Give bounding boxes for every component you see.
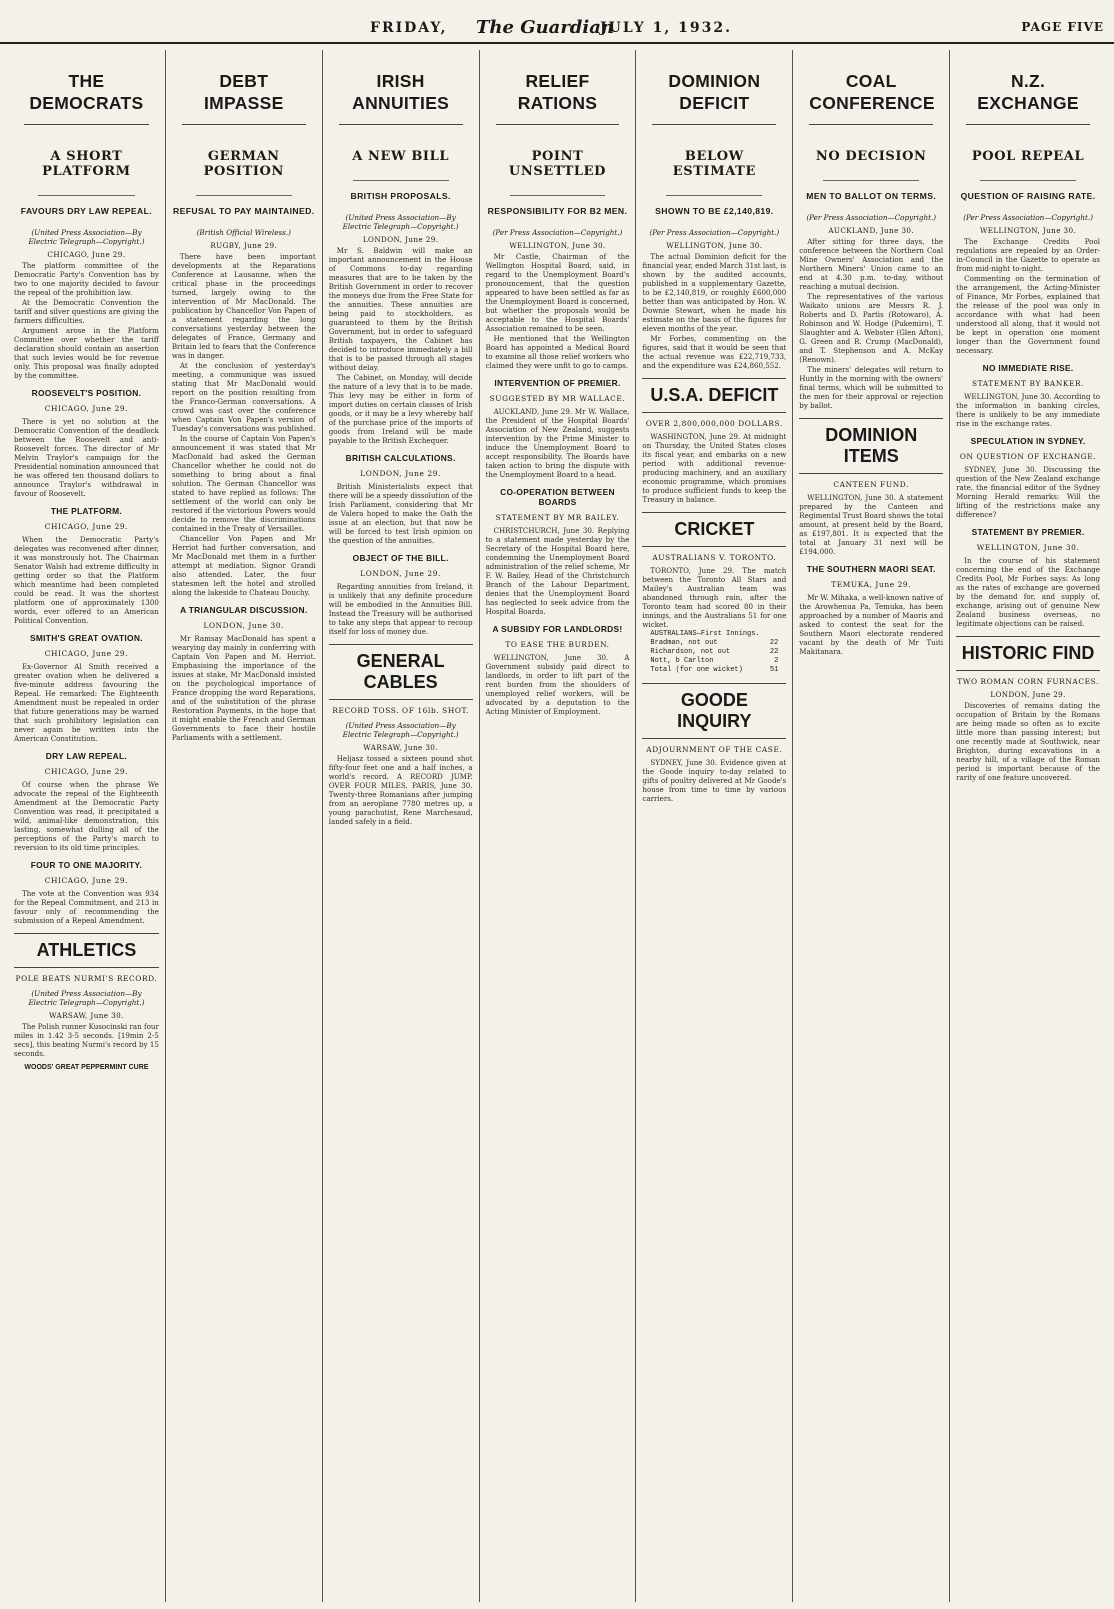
paragraph: The platform committee of the Democratic Party's Convention has by two to one majority decided to favour the repeal of the prohibition law. xyxy=(14,261,159,297)
article-kicker: BRITISH PROPOSALS. xyxy=(350,191,451,201)
paragraph: In the course of his statement concerning the end of the Exchange Credits Pool, Mr Forbes says: As long as the rates of exchange are governed by the demand for, and supply of, exchange, arising out of genuine New Zealand business overseas, no legitimate objections can be raised. xyxy=(956,556,1100,628)
article-headline: RELIEF RATIONS xyxy=(496,56,620,125)
paragraph: At the Democratic Convention the tariff and silver questions are giving the farmers difficulties. xyxy=(14,298,159,325)
paragraph: Discoveries of remains dating the occupation of Britain by the Romans are being made so often as to excite little more than passing interest; but one recently made at Southwick, near Brighton, during excavations in a nearby hill, of a village of the Roman period is important because of the rarity of one feature uncovered. xyxy=(956,701,1100,782)
article-kicker: REFUSAL TO PAY MAINTAINED. xyxy=(172,206,315,216)
score-row xyxy=(642,666,786,675)
article-headline: IRISH ANNUITIES xyxy=(339,56,463,125)
bottom-headline: HISTORIC FIND xyxy=(956,636,1100,671)
batsman: AUSTRALIANS—First Innings. xyxy=(650,630,760,638)
section-dateline: WELLINGTON, June 30. xyxy=(976,543,1080,552)
paragraph: WELLINGTON, June 30. A Government subsidy paid direct to landlords, in order to lift part of the rent burden from the shoulders of unemployed relief workers, will be advocated by a deputation to the Acting Minister of Employment. xyxy=(485,653,630,716)
divider xyxy=(38,195,135,196)
paragraph: AUCKLAND, June 29. Mr W. Wallace, the President of the Hospital Boards' Association of New Zealand, suggests intervention by the Prime Minister to induce the Unemployment Board to accept responsibility. The Boards have taken action to bring the dispute with the Unemployment Board to a head. xyxy=(485,407,630,479)
paragraph: Mr W. Mihaka, a well-known native of the Arowhenua Pa, Temuka, has been approached by a number of Maoris and asked to contest the seat for the Southern Maori electorate rendered vacant by the death of Mr Tuiti Makitanara. xyxy=(799,593,944,656)
paragraph: Mr S. Baldwin will make an important announcement in the House of Commons to-day regarding measures that are to be taken by the British Government in order to recover the moneys due from the Free State for the annuities. These annuities are being paid to stockholders, as guaranteed to them by the British Government, but in order to safeguard British taxpayers, the Cabinet has decided to introduce immediately a bill that is to be passed through all stages without delay. xyxy=(328,246,473,372)
paragraph: TORONTO, June 29. The match between the Toronto All Stars and Mailey's Australian team was abandoned through rain, after the Toronto team had scored 80 in their innings, and the Australians 51 for one wicket. xyxy=(642,566,787,629)
advertisement: WOODS' GREAT PEPPERMINT CURE xyxy=(24,1064,149,1071)
paragraph: Regarding annuities from Ireland, it is unlikely that any definite procedure will be embodied in the Annuities Bill. Instead the Treasury will be authorised to take any steps that appear to recoup itself for loss of money due. xyxy=(328,582,473,636)
section-heading: STATEMENT BY PREMIER. xyxy=(971,527,1085,537)
score-row xyxy=(642,639,786,648)
article-kicker: RESPONSIBILITY FOR B2 MEN. xyxy=(487,206,628,216)
page-number: PAGE FIVE xyxy=(1021,20,1104,34)
article-subhead: NO DECISION xyxy=(815,149,927,164)
paragraph: Of course when the phrase We advocate the repeal of the Eighteenth Amendment at the Democratic Party Convention was read, it precipitated a wild, animal-like demonstration, this lasting, somewhat dulling all of the perceptions of the Party's march to reversion to its old time principles. xyxy=(14,780,159,852)
article-column xyxy=(949,50,1106,1602)
section-body xyxy=(486,653,630,716)
section-dateline: CHICAGO, June 29. xyxy=(44,522,129,531)
paragraph: SYDNEY, June 30. Discussing the question of the New Zealand exchange rate, the financial editor of the Sydney Morning Herald remarks: Will the lifting of the restrictions make any difference? xyxy=(956,465,1100,519)
paragraph: WASHINGTON, June 29. At midnight on Thursday, the United States closes its fiscal year, and embarks on a new period with additional revenue-producing machinery, and an auxiliary economic programme, which promises to produce sufficient funds to keep the Treasury in balance. xyxy=(642,432,787,504)
runs: 51 xyxy=(769,666,779,674)
section-body xyxy=(642,758,786,803)
paragraph: The Polish runner Kusocinski ran four miles in 1.42 3-5 seconds. [19min 2-5 secs], this beating Nurmi's record by 15 seconds. xyxy=(14,1022,159,1058)
divider xyxy=(666,195,762,196)
paragraph: Mr Castle, Chairman of the Wellington Hospital Board, said, in regard to the Unemployment Board's pronouncement, that the question appeared to have been settled as far as the Unemployment Board is concerned, but whether the proposals would be acceptable to the Hospital Boards' Association remained to be seen. xyxy=(485,252,630,333)
section-heading: A SUBSIDY FOR LANDLORDS! xyxy=(492,624,623,634)
section-body xyxy=(14,662,159,743)
section-body xyxy=(14,417,159,498)
article-subhead: A NEW BILL xyxy=(352,149,450,164)
section-heading: SPECULATION IN SYDNEY. xyxy=(970,436,1086,446)
section-dateline: CHICAGO, June 29. xyxy=(44,876,129,885)
article-dateline: RUGBY, June 29. xyxy=(210,241,278,250)
bottom-dateline: WARSAW, June 30. xyxy=(49,1011,124,1020)
bottom-body xyxy=(14,1022,159,1058)
paragraph: The actual Dominion deficit for the financial year, ended March 31st last, is shown by the audited accounts, published in a supplementary Gazette, to be £2,140,819, or roughly £600,000 better than was anticipated by Hon. W. Downie Stewart, when he made his estimate on the basis of the figures for eleven months of the year. xyxy=(642,252,787,333)
section-heading: ROOSEVELT'S POSITION. xyxy=(31,388,142,398)
paragraph: Commenting on the termination of the arrangement, the Acting-Minister of Finance, Mr Forbes, explained that the release of the pool was only in accordance with what had been understood all along, that it would not be kept in operation one moment longer than the Government found necessary. xyxy=(956,274,1100,355)
section-dateline: TEMUKA, June 29. xyxy=(831,580,912,589)
paragraph: The miners' delegates will return to Huntly in the morning with the owners' final terms, which will be submitted to the men for their approval or rejection by ballot. xyxy=(799,365,944,410)
newspaper-columns xyxy=(8,50,1106,1602)
section-heading: THE PLATFORM. xyxy=(50,506,123,516)
paragraph: CHRISTCHURCH, June 30. Replying to a statement made yesterday by the Secretary of the Hospital Board here, condemning the Unemployment Board administration of the relief scheme, Mr F. W. Bailey, Head of the Christchurch Branch of the Labour Department, denies that the Unemployment Board has neglected to seek advice from the Hospital Boards. xyxy=(485,526,630,616)
section-body xyxy=(956,465,1100,519)
paragraph: The Cabinet, on Monday, will decide the nature of a levy that is to be made. This levy may be either in form of import duties on certain classes of Irish goods, or it may be a levy whereby half of the purchase price of the imports of goods from Ireland will be made payable to the British Exchequer. xyxy=(328,373,473,445)
article-body xyxy=(799,237,943,410)
article-column xyxy=(165,50,322,1602)
press-credit: (United Press Association—By Electric Telegraph—Copyright.) xyxy=(342,213,459,231)
divider xyxy=(510,195,606,196)
paragraph: He mentioned that the Wellington Board has appointed a Medical Board to examine all those relief workers who claimed they were unfit to go to camps. xyxy=(485,334,630,370)
article-column xyxy=(792,50,949,1602)
section-dateline: AUSTRALIANS V. TORONTO. xyxy=(652,553,777,562)
section-body xyxy=(14,889,159,925)
bottom-body xyxy=(329,754,473,826)
section-body xyxy=(799,593,943,656)
bottom-subhead: POLE BEATS NURMI'S RECORD. xyxy=(15,974,158,983)
section-body xyxy=(642,566,786,629)
section-heading: FOUR TO ONE MAJORITY. xyxy=(30,860,143,870)
section-dateline: SUGGESTED BY MR WALLACE. xyxy=(489,394,626,403)
masthead-date: JULY 1, 1932. xyxy=(600,20,732,36)
article-kicker: FAVOURS DRY LAW REPEAL. xyxy=(20,206,153,216)
article-body xyxy=(14,261,159,380)
section-heading: BRITISH CALCULATIONS. xyxy=(345,453,456,463)
paragraph: After sitting for three days, the conference between the Northern Coal Mine Owners' Association and the Northern Miners' Union came to an end at 4.30 p.m. to-day, without reaching a mutual decision. xyxy=(799,237,944,291)
score-row xyxy=(642,630,786,639)
bottom-subhead: TWO ROMAN CORN FURNACES. xyxy=(957,677,1099,686)
section-body xyxy=(642,432,786,504)
section-dateline: ADJOURNMENT OF THE CASE. xyxy=(646,745,783,754)
runs: 2 xyxy=(774,657,779,665)
article-body xyxy=(329,246,473,445)
section-body xyxy=(14,780,159,852)
section-body xyxy=(486,526,630,616)
paragraph: Mr Forbes, commenting on the figures, said that it would be seen that the actual revenue was £22,719,733, and the expenditure was £24,860,552. xyxy=(642,334,787,370)
section-body xyxy=(329,582,473,636)
paragraph: There have been important developments at the Reparations Conference at Lausanne, when the critical phase in the proceedings turned, largely owing to the intervention of Mr MacDonald. The publication by Chancellor Von Papen of a statement regarding the long conversations yesterday between the delegates of France, Germany and Britain led to fears that the Conference was in danger. xyxy=(171,252,316,360)
article-dateline: WELLINGTON, June 30. xyxy=(979,226,1077,235)
section-dateline: CHICAGO, June 29. xyxy=(44,649,129,658)
article-subhead: BELOW ESTIMATE xyxy=(672,149,756,179)
divider xyxy=(980,180,1076,181)
section-body xyxy=(799,493,943,556)
article-subhead: POINT UNSETTLED xyxy=(508,149,607,179)
press-credit: (Per Press Association—Copyright.) xyxy=(963,213,1093,222)
score-row xyxy=(642,657,786,666)
scorecard xyxy=(642,630,786,675)
paragraph: SYDNEY, June 30. Evidence given at the Goode inquiry to-day related to gifts of poultry delivered at Mr Goode's house from time to time by various carriers. xyxy=(642,758,787,803)
article-subhead: A SHORT PLATFORM xyxy=(42,149,131,179)
paragraph: The Exchange Credits Pool regulations are repealed by an Order-in-Council in the Gazette to operate as from mid-night to-night. xyxy=(956,237,1100,273)
article-column xyxy=(635,50,792,1602)
masthead-title: The Guardian xyxy=(476,17,614,38)
article-headline: THE DEMOCRATS xyxy=(24,56,149,125)
article-kicker: QUESTION OF RAISING RATE. xyxy=(960,191,1096,201)
press-credit: (Per Press Association—Copyright.) xyxy=(492,228,623,237)
paragraph: At the conclusion of yesterday's meeting, a communique was issued stating that Mr MacDonald would report on the position resulting from the Franco-German conversations. A crowd was cast over the conference when Captain Von Papen's version of Tuesday's conversations was published. xyxy=(171,361,316,433)
press-credit: (Per Press Association—Copyright.) xyxy=(649,228,780,237)
article-headline: DEBT IMPASSE xyxy=(182,56,306,125)
paragraph: Ex-Governor Al Smith received a greater ovation when he delivered a five-minute address favouring the Repeal. He remarked: The Eighteenth Amendment must be repealed in order that future generations may be warned that such prohibitory legislation can never again be written into the American Constitution. xyxy=(14,662,159,743)
article-dateline: LONDON, June 29. xyxy=(362,235,439,244)
paragraph: Mr Ramsay MacDonald has spent a wearying day mainly in conferring with Captain Von Papen and M. Herriot. Emphasising the importance of the issues at stake, Mr MacDonald insisted on the psychological importance of France dropping the word Reparations, and of the substitution of the phrase Restoration Payments, in the hope that it might enable the French and German Governments to face their hostile Parliaments with a settlement. xyxy=(171,634,316,742)
article-dateline: WELLINGTON, June 30. xyxy=(666,241,763,250)
section-heading: DOMINION ITEMS xyxy=(799,418,943,474)
batsman: Nott, b Carlton xyxy=(650,657,714,665)
section-body xyxy=(329,482,473,545)
paragraph: Argument arose in the Platform Committee over whether the tariff declaration should contain an assertion that such levies would be for revenue only. This proposal was finally adopted by the committee. xyxy=(14,326,159,380)
paragraph: The representatives of the various Waikato unions are Messrs R. J. Roberts and D. Partis (Rotowaro), A. Robinson and W. Hodge (Pukemiro), T. Slaughter and A. Webster (Glen Afton), G. Green and R. Crump (MacDonald), and T. Stephenson and A. McKay (Renown). xyxy=(799,292,944,364)
bottom-subhead: RECORD TOSS. OF 16lb. SHOT. xyxy=(332,706,469,715)
section-dateline: CHICAGO, June 29. xyxy=(44,767,129,776)
bottom-headline: ATHLETICS xyxy=(14,933,159,968)
article-subhead: GERMAN POSITION xyxy=(203,149,284,179)
article-body xyxy=(172,252,316,597)
paragraph: British Ministerialists expect that there will be a speedy dissolution of the Irish Parliament, considering that Mr de Valera hoped to make the Oath the issue at an election, but that now he will be forced to test Irish opinion on the question of the annuities. xyxy=(328,482,473,545)
section-dateline: LONDON, June 30. xyxy=(203,621,285,630)
section-heading: SMITH'S GREAT OVATION. xyxy=(30,633,143,643)
section-dateline: OVER 2,800,000,000 DOLLARS. xyxy=(645,419,783,428)
section-dateline: CHICAGO, June 29. xyxy=(44,404,129,413)
article-column xyxy=(322,50,479,1602)
article-dateline: CHICAGO, June 29. xyxy=(47,250,126,259)
section-body xyxy=(172,634,316,742)
press-credit: (British Official Wireless.) xyxy=(196,228,291,237)
paragraph: There is yet no solution at the Democratic Convention of the deadlock between the Roosevelt and anti-Roosevelt forces. The director of Mr Melvin Traylor's campaign for the Presidential nomination announced that he was offered ten thousand dollars to announce Traylor's withdrawal in favour of Roosevelt. xyxy=(14,417,159,498)
section-dateline: TO EASE THE BURDEN. xyxy=(505,640,610,649)
paragraph: WELLINGTON, June 30. According to the information in banking circles, there is unlikely to be any immediate rise in the exchange rates. xyxy=(956,392,1100,428)
paragraph: When the Democratic Party's delegates was reconvened after dinner, it was monstrously hot. The Chairman Senator Walsh had extreme difficulty in getting order so that the Platform which meantime had been completed could be read. It was the shortest platform one of approximately 1300 words, ever offered to an American Political Convention. xyxy=(14,535,159,625)
batsman: Richardson, not out xyxy=(650,648,731,656)
section-heading: CO-OPERATION BETWEEN BOARDS xyxy=(500,487,615,507)
article-kicker: SHOWN TO BE £2,140,819. xyxy=(655,206,774,216)
section-dateline: CANTEEN FUND. xyxy=(833,480,910,489)
section-heading: U.S.A. DEFICIT xyxy=(642,378,786,413)
press-credit: (United Press Association—By Electric Telegraph—Copyright.) xyxy=(342,721,459,739)
masthead xyxy=(0,0,1114,44)
article-dateline: AUCKLAND, June 30. xyxy=(828,226,915,235)
press-credit: (Per Press Association—Copyright.) xyxy=(806,213,937,222)
section-heading: DRY LAW REPEAL. xyxy=(45,751,128,761)
press-credit: (United Press Association—By Electric Telegraph—Copyright.) xyxy=(28,989,145,1007)
bottom-body xyxy=(956,701,1100,782)
article-headline: N.Z. EXCHANGE xyxy=(966,56,1090,125)
section-body xyxy=(956,556,1100,628)
divider xyxy=(823,180,919,181)
article-body xyxy=(956,237,1100,355)
section-dateline: STATEMENT BY BANKER. xyxy=(971,379,1085,388)
article-headline: DOMINION DEFICIT xyxy=(652,56,776,125)
section-body xyxy=(14,535,159,625)
section-body xyxy=(486,407,630,479)
divider xyxy=(196,195,292,196)
section-heading: INTERVENTION OF PREMIER. xyxy=(494,378,621,388)
section-heading: GOODE INQUIRY xyxy=(642,683,786,739)
section-dateline: ON QUESTION OF EXCHANGE. xyxy=(959,452,1097,461)
runs: 22 xyxy=(769,648,779,656)
paragraph: Heljasz tossed a sixteen pound shot fifty-four feet one and a half inches, a world's record. A RECORD JUMP. OVER FOUR MILES. PARIS, June 30. Twenty-three Romanians after jumping from an aeroplane 7780 metres up, a young parachutist, Rene Marchesaud, landed safely in a field. xyxy=(328,754,473,826)
divider xyxy=(353,180,449,181)
section-body xyxy=(956,392,1100,428)
article-body xyxy=(486,252,630,370)
bottom-dateline: WARSAW, June 30. xyxy=(363,743,438,752)
article-kicker: MEN TO BALLOT ON TERMS. xyxy=(806,191,937,201)
paragraph: WELLINGTON, June 30. A statement prepared by the Canteen and Regimental Trust Board shows the total amount, at present held by the Board, as £197,801. It is expected that the total at January 31 next will be £194,000. xyxy=(799,493,944,556)
article-headline: COAL CONFERENCE xyxy=(809,56,933,125)
runs: 22 xyxy=(769,639,779,647)
masthead-day: FRIDAY, xyxy=(370,20,448,36)
paragraph: The vote at the Convention was 934 for the Repeal Commitment, and 213 in favour only of recommending the submission of a Repeal Amendment. xyxy=(14,889,159,925)
press-credit: (United Press Association—By Electric Telegraph—Copyright.) xyxy=(28,228,145,246)
article-dateline: WELLINGTON, June 30. xyxy=(509,241,606,250)
bottom-headline: GENERAL CABLES xyxy=(329,644,473,700)
section-heading: OBJECT OF THE BILL. xyxy=(352,553,449,563)
section-heading: THE SOUTHERN MAORI SEAT. xyxy=(806,564,936,574)
section-heading: A TRIANGULAR DISCUSSION. xyxy=(180,605,308,615)
article-column xyxy=(8,50,165,1602)
section-dateline: LONDON, June 29. xyxy=(360,469,441,478)
score-row xyxy=(642,648,786,657)
batsman: Total (for one wicket) xyxy=(650,666,743,674)
section-dateline: LONDON, June 29. xyxy=(360,569,441,578)
section-heading: CRICKET xyxy=(642,512,786,547)
article-subhead: POOL REPEAL xyxy=(971,149,1085,164)
section-heading: NO IMMEDIATE RISE. xyxy=(982,363,1074,373)
paragraph: Chancellor Von Papen and Mr Herriot had further conversation, and Mr MacDonald met them in a further attempt at mediation. Signor Grandi also attended. Later, the four statesmen left the hotel and strolled along the lakeside to Chateau Douchy. xyxy=(171,534,316,597)
batsman: Bradman, not out xyxy=(650,639,718,647)
paragraph: In the course of Captain Von Papen's announcement it was stated that Mr MacDonald had asked the German Chancellor whether he could not do something to bring about a final solution. The German Chancellor was stated to have replied as follows: The settlement of the world can only be restored if the victorious Powers would decide to remove the discriminations contained in the Treaty of Versailles. xyxy=(171,434,316,533)
article-column xyxy=(479,50,636,1602)
bottom-dateline: LONDON, June 29. xyxy=(990,690,1066,699)
section-dateline: STATEMENT BY MR BAILEY. xyxy=(495,513,620,522)
article-body xyxy=(642,252,786,370)
